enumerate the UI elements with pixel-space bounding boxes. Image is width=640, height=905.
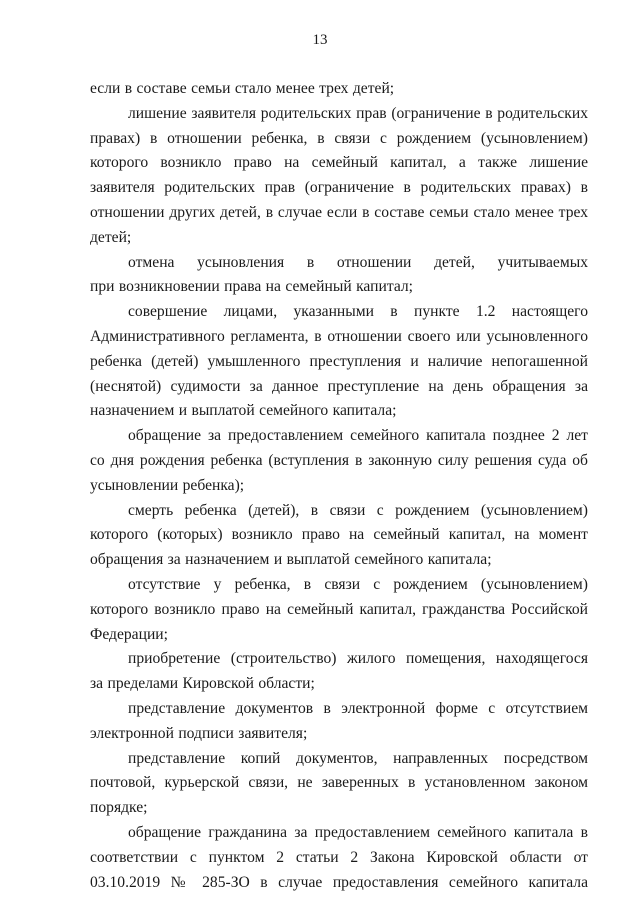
document-body (90, 77, 588, 895)
paragraph: приобретение (строительство) жилого помещения, находящегося (128, 650, 588, 668)
paragraph: смерть ребенка (детей), в связи с рождением (усыновлением) которого (которых) возникло право на семейный капитал, на момент обращения за назначением и выплатой семейного капитала; (90, 501, 588, 569)
paragraph: обращение гражданина за предоставлением семейного капитала в соответствии с пунктом 2 статьи 2 Закона Кировской области от 03.10.2019 № 285-ЗО в случае предоставления семейного капитала (90, 823, 588, 891)
paragraph: лишение заявителя родительских прав (ограничение в родительских правах) в отношении ребенка, в связи с рождением (усыновлением) которого возникло право на семейный капитал, а также лишение заявителя родительских прав (ограничение в родительских правах) в отношении других детей, в случае если в составе семьи стало менее трех детей; (90, 104, 588, 246)
paragraph: отсутствие у ребенка, в связи с рождением (усыновлением) которого возникло право на семейный капитал, гражданства Российской Федерации; (90, 575, 588, 643)
paragraph: если в составе семьи стало менее трех детей; (90, 80, 395, 97)
paragraph: представление копий документов, направленных посредством почтовой, курьерской связи, не заверенных в установленном законом порядке; (90, 749, 588, 817)
paragraph: при возникновении права на семейный капитал; (90, 278, 413, 296)
paragraph: представление документов в электронной форме с отсутствием электронной подписи заявителя; (90, 699, 588, 742)
paragraph: совершение лицами, указанными в пункте 1.2 настоящего Административного регламента, в отношении своего или усыновленного ребенка (детей) умышленного преступления и наличие непогашенной (неснятой) судимости за данное преступление на день обращения за назначением и выплатой семейного капитала; (90, 303, 588, 420)
paragraph: за пределами Кировской области; (90, 675, 315, 693)
paragraph: обращение за предоставлением семейного капитала позднее 2 лет со дня рождения ребенка (вступления в законную силу решения суда об усыновлении ребенка); (90, 427, 588, 494)
paragraph: отмена усыновления в отношении детей, учитываемых (128, 253, 588, 271)
page-number: 13 (312, 32, 328, 48)
